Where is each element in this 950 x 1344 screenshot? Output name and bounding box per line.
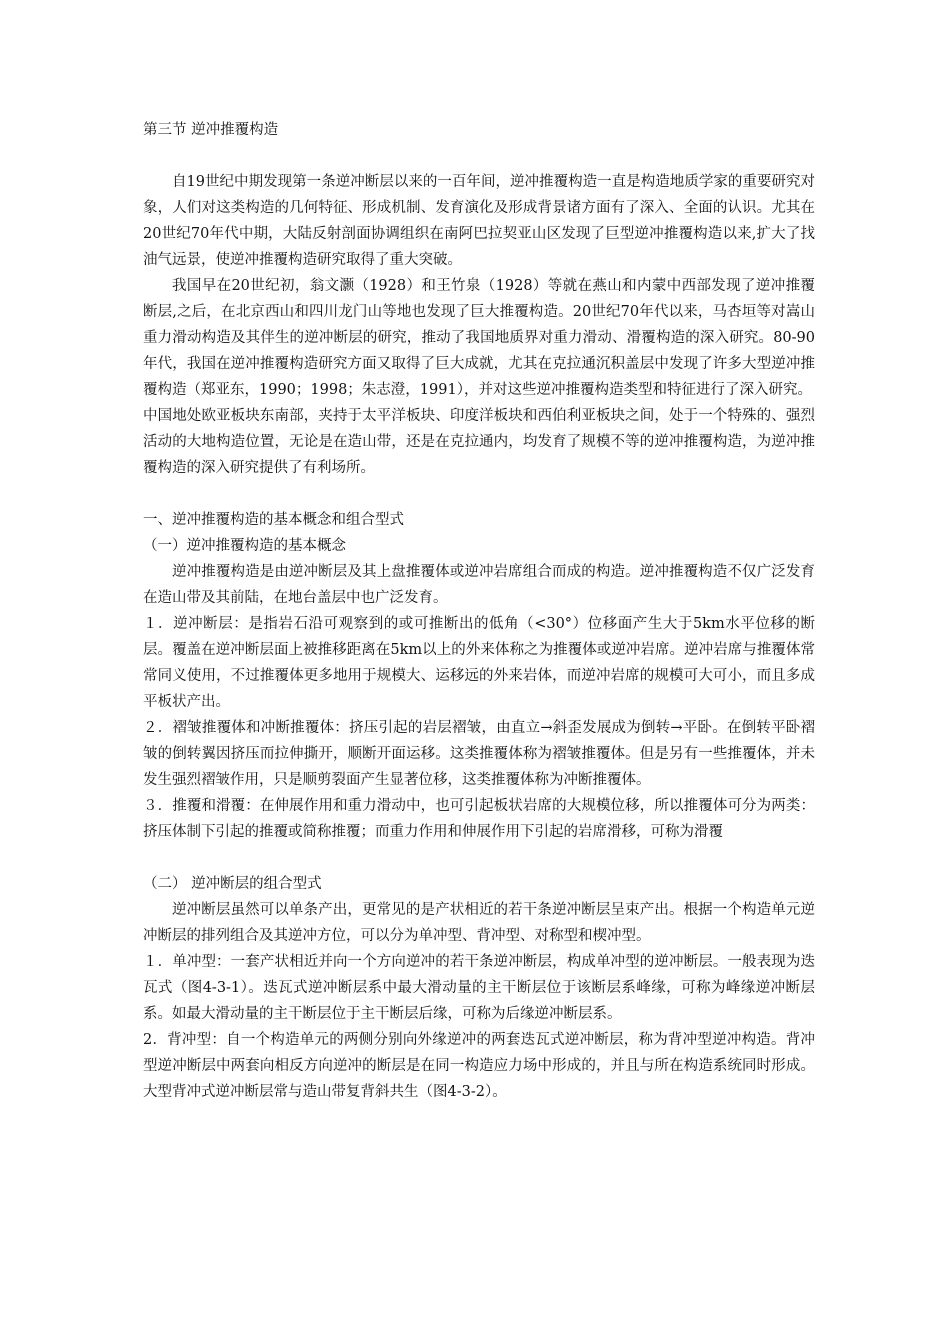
subsection-2-paragraph: 逆冲断层虽然可以单条产出，更常见的是产状相近的若干条逆冲断层呈束产出。根据一个构造单元逆冲断层的排列组合及其逆冲方位，可以分为单冲型、背冲型、对称型和楔冲型。 — [143, 902, 815, 944]
subsection-1-item-2: ２．褶皱推覆体和冲断推覆体：挤压引起的岩层褶皱，由直立→斜歪发展成为倒转→平卧。在倒转平卧褶皱的倒转翼因挤压而拉伸撕开，顺断开面运移。这类推覆体称为褶皱推覆体。但是另有一些推覆体，并未发生强烈褶皱作用，只是顺剪裂面产生显著位移，这类推覆体称为冲断推覆体。 — [143, 720, 815, 788]
intro-paragraph-1: 自19世纪中期发现第一条逆冲断层以来的一百年间，逆冲推覆构造一直是构造地质学家的重要研究对象，人们对这类构造的几何特征、形成机制、发育演化及形成背景诸方面有了深入、全面的认识。尤其在20世纪70年代中期，大陆反射剖面协调组织在南阿巴拉契亚山区发现了巨型逆冲推覆构造以来,扩大了找油气远景，使逆冲推覆构造研究取得了重大突破。 — [143, 174, 815, 268]
section-1-heading: 一、逆冲推覆构造的基本概念和组合型式 — [143, 512, 404, 528]
subsection-1-item-1: １．逆冲断层：是指岩石沿可观察到的或可推断出的低角（<30°）位移面产生大于5km水平位移的断层。覆盖在逆冲断层面上被推移距离在5km以上的外来体称之为推覆体或逆冲岩席。逆冲岩席与推覆体常常同义使用，不过推覆体更多地用于规模大、运移远的外来岩体，而逆冲岩席的规模可大可小，而且多成平板状产出。 — [143, 616, 815, 710]
subsection-2-heading: （二） 逆冲断层的组合型式 — [143, 876, 322, 892]
subsection-2-item-2: 2．背冲型：自一个构造单元的两侧分别向外缘逆冲的两套迭瓦式逆冲断层，称为背冲型逆冲构造。背冲型逆冲断层中两套向相反方向逆冲的断层是在同一构造应力场中形成的，并且与所在构造系统同时形成。大型背冲式逆冲断层常与造山带复背斜共生（图4-3-2）。 — [143, 1032, 815, 1100]
intro-paragraph-3: 中国地处欧亚板块东南部，夹持于太平洋板块、印度洋板块和西伯利亚板块之间，处于一个特殊的、强烈活动的大地构造位置，无论是在造山带，还是在克拉通内，均发育了规模不等的逆冲推覆构造，为逆冲推覆构造的深入研究提供了有利场所。 — [143, 408, 815, 476]
subsection-1-item-3: ３．推覆和滑覆：在伸展作用和重力滑动中，也可引起板状岩席的大规模位移，所以推覆体可分为两类：挤压体制下引起的推覆或简称推覆；而重力作用和伸展作用下引起的岩席滑移，可称为滑覆 — [143, 798, 815, 840]
spacer — [143, 845, 815, 871]
subsection-2-item-1: １．单冲型：一套产状相近并向一个方向逆冲的若干条逆冲断层，构成单冲型的逆冲断层。一般表现为迭瓦式（图4-3-1）。迭瓦式逆冲断层系中最大滑动量的主干断层位于该断层系峰缘，可称为峰缘逆冲断层系。如最大滑动量的主干断层位于主干断层后缘，可称为后缘逆冲断层系。 — [143, 954, 815, 1022]
subsection-1-heading: （一）逆冲推覆构造的基本概念 — [143, 538, 346, 554]
subsection-1-paragraph: 逆冲推覆构造是由逆冲断层及其上盘推覆体或逆冲岩席组合而成的构造。逆冲推覆构造不仅广泛发育在造山带及其前陆，在地台盖层中也广泛发育。 — [143, 564, 815, 606]
spacer — [143, 481, 815, 507]
intro-paragraph-2: 我国早在20世纪初，翁文灏（1928）和王竹泉（1928）等就在燕山和内蒙中西部发现了逆冲推覆断层,之后，在北京西山和四川龙门山等地也发现了巨大推覆构造。20世纪70年代以来，马杏垣等对嵩山重力滑动构造及其伴生的逆冲断层的研究，推动了我国地质界对重力滑动、滑覆构造的深入研究。80-90年代，我国在逆冲推覆构造研究方面又取得了巨大成就，尤其在克拉通沉积盖层中发现了许多大型逆冲推覆构造（郑亚东，1990；1998；朱志澄，1991），并对这些逆冲推覆构造类型和特征进行了深入研究。 — [143, 278, 815, 398]
section-title: 第三节 逆冲推覆构造 — [143, 122, 279, 138]
document-page — [143, 117, 815, 1105]
